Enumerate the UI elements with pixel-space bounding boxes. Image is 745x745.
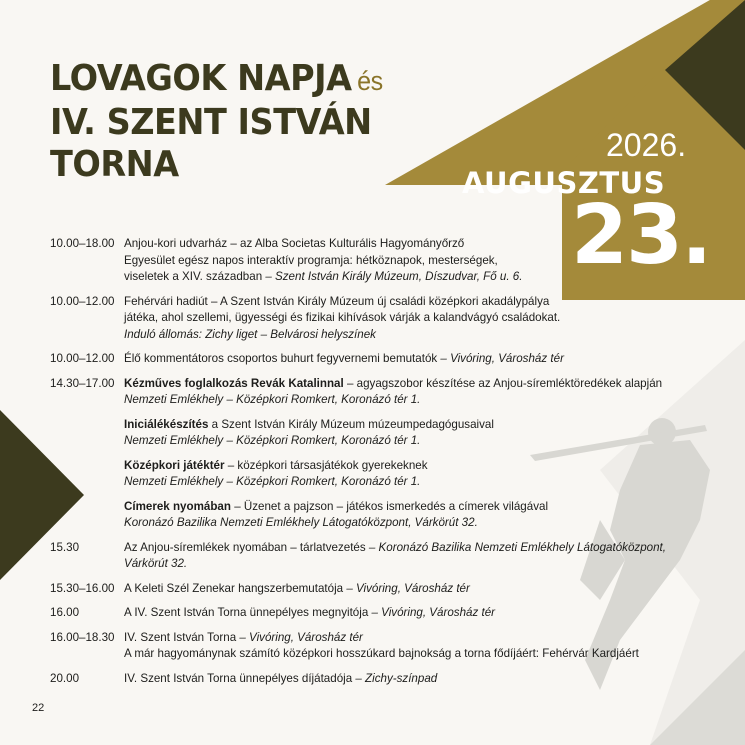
schedule-row [50, 605, 690, 622]
schedule-text: Középkori játéktér [124, 458, 225, 472]
schedule-location: Nemzeti Emlékhely – Középkori Romkert, Koronázó tér 1. [124, 434, 421, 447]
schedule-text: Egyesület egész napos interaktív programja: hétköznapok, mesterségek, [124, 253, 498, 267]
title-line-2: IV. SZENT ISTVÁN [50, 102, 372, 143]
schedule-text: – középkori társasjátékok gyerekeknek [224, 458, 428, 472]
schedule-text: Kézműves foglalkozás Revák Katalinnal [124, 376, 344, 390]
event-year: 2026. [606, 127, 687, 163]
schedule-text: a Szent István Király Múzeum múzeumpedagógusaival [208, 417, 494, 431]
schedule-text: viseletek a XIV. században [124, 270, 263, 283]
schedule-line [124, 458, 690, 475]
schedule-line [124, 605, 690, 622]
schedule-line [124, 417, 690, 434]
event-day: 23. [571, 188, 711, 283]
schedule-row [50, 581, 690, 598]
schedule-time: 10.00–12.00 [50, 352, 115, 365]
schedule-time: 16.00 [50, 606, 80, 619]
schedule-time: 14.30–17.00 [50, 376, 115, 390]
schedule-location: – Vivóring, Városház tér [437, 352, 564, 365]
schedule-text: – agyagszobor készítése az Anjou-síremléktöredékek alapján [343, 376, 663, 390]
event-title [50, 58, 383, 186]
schedule-row [50, 351, 690, 368]
schedule-location: Nemzeti Emlékhely – Középkori Romkert, Koronázó tér 1. [124, 393, 421, 406]
schedule-text: IV. Szent István Torna [124, 630, 237, 644]
schedule-row [50, 417, 690, 450]
schedule-location: – Vivóring, Városház tér [343, 581, 470, 595]
schedule-row [50, 499, 690, 532]
title-line-3: TORNA [50, 144, 179, 185]
schedule-text: – Üzenet a pajzson – játékos ismerkedés a címerek világával [230, 499, 549, 513]
schedule-text: A Keleti Szél Zenekar hangszerbemutatója [124, 581, 344, 595]
schedule-time: 16.00–18.30 [50, 630, 115, 644]
schedule-line [124, 351, 690, 368]
schedule-text: A már hagyománynak számító középkori hosszúkard bajnokság a torna fődíjáért: Fehérvár Kardjáért [124, 647, 639, 660]
schedule-text: Iniciálékészítés [124, 417, 209, 431]
title-line-1: LOVAGOK NAPJA [50, 58, 352, 99]
schedule-time: 20.00 [50, 671, 80, 685]
schedule-line [124, 581, 690, 598]
schedule-text: Anjou-kori udvarház – az Alba Societas Kulturális Hagyományőrző [124, 237, 465, 250]
schedule-line [124, 269, 690, 286]
program-schedule [50, 236, 690, 687]
schedule-text: Fehérvári hadiút – A Szent István Király Múzeum új családi középkori akadálypálya [124, 294, 550, 308]
schedule-location: – Vivóring, Városház tér [368, 606, 496, 619]
schedule-text: játéka, ahol szellemi, ügyességi és fizikai kihívások várják a kalandvágyó családokat. [124, 311, 561, 324]
schedule-text: Címerek nyomában [124, 499, 231, 513]
schedule-row [50, 294, 690, 344]
page-number: 22 [32, 702, 45, 714]
schedule-row [50, 376, 690, 409]
schedule-line [124, 671, 690, 688]
schedule-location: – Koronázó Bazilika Nemzeti Emlékhely Látogatóközpont, Várkörút 32. [124, 540, 666, 570]
schedule-location: – Szent István Király Múzeum, Díszudvar, Fő u. 6. [262, 270, 523, 283]
schedule-location: – Vivóring, Városház tér [236, 630, 363, 644]
schedule-text: Élő kommentátoros csoportos buhurt fegyvernemi bemutatók [124, 352, 438, 365]
schedule-text: IV. Szent István Torna ünnepélyes díjátadója [124, 671, 353, 685]
schedule-time: 10.00–12.00 [50, 294, 115, 308]
schedule-time: 10.00–18.00 [50, 237, 115, 250]
schedule-location: Induló állomás: Zichy liget – Belvárosi helyszínek [124, 327, 376, 341]
schedule-location: Koronázó Bazilika Nemzeti Emlékhely Látogatóközpont, Várkörút 32. [124, 516, 478, 529]
schedule-time: 15.30 [50, 540, 80, 554]
schedule-location: – Zichy-színpad [352, 671, 438, 685]
schedule-row [50, 540, 690, 573]
schedule-row [50, 236, 690, 286]
schedule-text: A IV. Szent István Torna ünnepélyes megnyitója [124, 606, 369, 619]
schedule-line [124, 499, 690, 516]
schedule-row [50, 630, 690, 663]
title-es: és [357, 66, 383, 96]
schedule-text: Az Anjou-síremlékek nyomában – tárlatvezetés [124, 540, 366, 554]
schedule-row [50, 671, 690, 688]
schedule-time: 15.30–16.00 [50, 581, 115, 595]
schedule-line [124, 540, 690, 573]
event-month: AUGUSZTUS [462, 166, 666, 200]
schedule-line [124, 630, 690, 647]
schedule-location: Nemzeti Emlékhely – Középkori Romkert, Koronázó tér 1. [124, 475, 421, 488]
schedule-line [124, 376, 690, 393]
schedule-row [50, 458, 690, 491]
